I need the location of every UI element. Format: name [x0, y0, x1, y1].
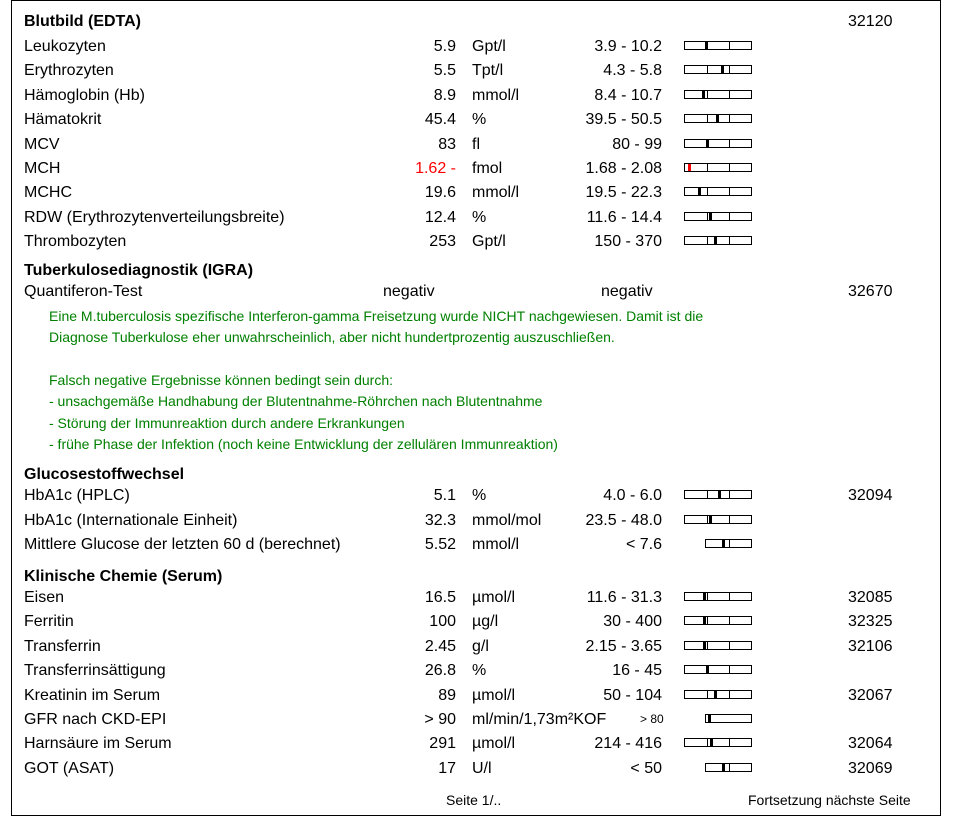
test-name: Quantiferon-Test: [24, 283, 143, 300]
table-row: [0, 230, 953, 253]
value-marker: [709, 213, 712, 220]
row-value: 12.4: [424, 208, 456, 226]
range-divider: [729, 237, 730, 244]
row-ref: 150 - 370: [594, 233, 662, 251]
range-indicator-bar: [684, 41, 752, 50]
row-name: Kreatinin im Serum: [24, 686, 161, 704]
test-code: 32670: [848, 283, 893, 300]
table-row: [0, 59, 953, 82]
section-title-blutbild: Blutbild (EDTA): [24, 13, 142, 30]
range-divider: [729, 540, 730, 547]
row-code: 32094: [848, 487, 893, 504]
table-row: [0, 732, 953, 755]
row-unit: Gpt/l: [472, 38, 506, 55]
row-ref: 30 - 400: [603, 613, 662, 631]
row-unit: %: [472, 208, 487, 226]
range-divider: [729, 666, 730, 673]
table-row: [0, 206, 953, 229]
range-divider: [707, 66, 708, 73]
range-divider: [729, 593, 730, 600]
row-value: 5.52: [424, 536, 456, 553]
row-value: 5.9: [433, 38, 456, 55]
row-name: GFR nach CKD-EPI: [24, 711, 167, 728]
row-name: MCH: [24, 160, 61, 177]
row-unit: %: [472, 111, 487, 129]
table-row: [0, 108, 953, 131]
table-row: [0, 586, 953, 609]
range-divider: [729, 188, 730, 195]
value-marker: [709, 516, 712, 523]
range-divider: [729, 516, 730, 523]
table-row: [0, 757, 953, 780]
row-ref: < 7.6: [625, 536, 662, 553]
row-ref: 4.3 - 5.8: [603, 62, 662, 80]
note-line: - frühe Phase der Infektion (noch keine Entwicklung der zellulären Immunreaktion): [49, 435, 558, 452]
row-name: HbA1c (HPLC): [24, 487, 130, 504]
range-indicator-bar: [684, 236, 752, 245]
value-marker: [708, 715, 711, 722]
value-marker: [702, 91, 705, 98]
range-indicator-bar: [705, 539, 752, 548]
value-marker: [703, 617, 706, 624]
row-name: Transferrin: [24, 637, 101, 655]
row-ref: 4.0 - 6.0: [603, 487, 662, 504]
table-row: [0, 133, 953, 156]
range-divider: [707, 91, 708, 98]
range-indicator-bar: [684, 515, 752, 524]
row-unit: µg/l: [472, 613, 499, 631]
row-name: Thrombozyten: [24, 233, 127, 251]
row-value: 16.5: [424, 589, 456, 606]
row-unit: fl: [472, 135, 480, 153]
range-divider: [707, 491, 708, 498]
row-name: Eisen: [24, 589, 65, 606]
range-divider: [729, 115, 730, 122]
row-ref: 50 - 104: [603, 686, 662, 704]
row-code: 32064: [848, 735, 893, 753]
row-unit: Tpt/l: [472, 62, 504, 80]
note-line: Diagnose Tuberkulose eher unwahrscheinlich, aber nicht hundertprozentig auszuschließen.: [49, 329, 615, 346]
row-ref: 39.5 - 50.5: [585, 111, 662, 129]
row-value: 83: [438, 135, 456, 153]
row-ref: 16 - 45: [612, 662, 662, 680]
value-marker: [703, 642, 706, 649]
value-marker: [698, 188, 701, 195]
row-ref: 8.4 - 10.7: [594, 86, 662, 104]
row-name: Hämatokrit: [24, 111, 102, 129]
row-unit: µmol/l: [472, 735, 515, 753]
row-value: 8.9: [433, 86, 456, 104]
value-marker: [718, 491, 721, 498]
row-value: 17: [438, 759, 456, 777]
range-divider: [729, 42, 730, 49]
row-value: > 90: [424, 711, 456, 728]
row-value: 2.45: [424, 637, 456, 655]
row-ref: < 50: [630, 759, 662, 777]
row-code: 32325: [848, 613, 893, 631]
row-unit: Gpt/l: [472, 233, 506, 251]
row-code: 32085: [848, 589, 893, 606]
row-value: 253: [429, 233, 456, 251]
value-marker: [721, 66, 724, 73]
range-indicator-bar: [684, 65, 752, 74]
range-divider: [707, 516, 708, 523]
row-unit: %: [472, 662, 487, 680]
range-divider: [707, 739, 708, 746]
note-line: Falsch negative Ergebnisse können bedingt sein durch:: [49, 371, 393, 388]
row-value: 32.3: [424, 511, 456, 529]
row-unit: fmol: [472, 160, 503, 177]
row-name: MCV: [24, 135, 60, 153]
row-ref: > 80: [640, 712, 664, 726]
range-indicator-bar: [684, 212, 752, 221]
range-indicator-bar: [684, 665, 752, 674]
row-unit: g/l: [472, 637, 489, 655]
row-value: 89: [438, 686, 456, 704]
row-value: 5.1: [433, 487, 456, 504]
row-name: Harnsäure im Serum: [24, 735, 172, 753]
row-value: 291: [429, 735, 456, 753]
value-marker: [722, 540, 725, 547]
range-divider: [707, 213, 708, 220]
value-marker: [688, 164, 691, 171]
table-row: [0, 484, 953, 507]
range-indicator-bar: [684, 738, 752, 747]
section-title-glucose: Glucosestoffwechsel: [24, 466, 185, 483]
range-divider: [729, 164, 730, 171]
row-value: 100: [429, 613, 456, 631]
row-value: 19.6: [424, 184, 456, 202]
range-divider: [729, 66, 730, 73]
row-ref: 1.68 - 2.08: [585, 160, 662, 177]
range-divider: [729, 491, 730, 498]
range-indicator-bar: [684, 90, 752, 99]
range-indicator-bar: [684, 690, 752, 699]
row-ref: 11.6 - 31.3: [586, 589, 662, 606]
note-line: - unsachgemäße Handhabung der Blutentnahme-Röhrchen nach Blutentnahme: [49, 393, 543, 410]
range-divider: [729, 91, 730, 98]
table-row: [0, 610, 953, 633]
range-divider: [729, 764, 730, 771]
row-unit: mmol/l: [472, 86, 520, 104]
value-marker: [714, 237, 717, 244]
row-unit: mmol/mol: [472, 511, 542, 529]
row-ref: 80 - 99: [612, 135, 662, 153]
row-name: GOT (ASAT): [24, 759, 115, 777]
table-row: [0, 635, 953, 658]
row-name: Leukozyten: [24, 38, 106, 55]
row-name: Mittlere Glucose der letzten 60 d (berechnet): [24, 536, 341, 553]
row-name: RDW (Erythrozytenverteilungsbreite): [24, 208, 285, 226]
row-value: 26.8: [424, 662, 456, 680]
section-title-igra: Tuberkulosediagnostik (IGRA): [24, 262, 254, 279]
value-marker: [705, 42, 708, 49]
note-line: - Störung der Immunreaktion durch andere Erkrankungen: [49, 414, 405, 431]
range-divider: [707, 642, 708, 649]
row-ref: 2.15 - 3.65: [585, 637, 662, 655]
continuation-note: Fortsetzung nächste Seite: [748, 792, 911, 808]
row-code: 32069: [848, 759, 893, 777]
value-marker: [714, 691, 717, 698]
table-row: [0, 157, 953, 180]
range-divider: [729, 739, 730, 746]
row-name: MCHC: [24, 184, 72, 202]
table-row: [0, 708, 953, 731]
table-row: [0, 181, 953, 204]
row-value: 45.4: [424, 111, 456, 129]
range-indicator-bar: [684, 187, 752, 196]
row-code: 32067: [848, 686, 893, 704]
row-name: Ferritin: [24, 613, 74, 631]
range-divider: [707, 593, 708, 600]
range-divider: [729, 213, 730, 220]
value-marker: [716, 115, 719, 122]
page-number: Seite 1/..: [446, 792, 502, 808]
row-value: 5.5: [433, 62, 456, 80]
table-row: [0, 84, 953, 107]
table-row-quantiferon: [0, 280, 953, 303]
table-row: [0, 509, 953, 532]
range-indicator-bar: [705, 714, 752, 723]
value-marker: [703, 593, 706, 600]
row-unit: mmol/l: [472, 536, 520, 553]
row-name: Transferrinsättigung: [24, 662, 166, 680]
row-unit: U/l: [472, 759, 492, 777]
range-divider: [729, 642, 730, 649]
row-name: HbA1c (Internationale Einheit): [24, 511, 238, 529]
range-indicator-bar: [705, 763, 752, 772]
row-ref: 214 - 416: [594, 735, 662, 753]
section-title-chemie: Klinische Chemie (Serum): [24, 568, 223, 585]
value-marker: [706, 140, 709, 147]
range-divider: [707, 188, 708, 195]
row-unit: mmol/l: [472, 184, 520, 202]
row-name: Erythrozyten: [24, 62, 114, 80]
table-row: [0, 684, 953, 707]
row-unit: µmol/l: [472, 589, 515, 606]
row-ref: 3.9 - 10.2: [594, 38, 662, 55]
table-row: [0, 533, 953, 556]
range-indicator-bar: [684, 163, 752, 172]
row-ref: 23.5 - 48.0: [585, 511, 662, 529]
range-indicator-bar: [684, 139, 752, 148]
range-divider: [729, 617, 730, 624]
range-indicator-bar: [684, 114, 752, 123]
range-indicator-bar: [684, 490, 752, 499]
section-code-blutbild: 32120: [848, 13, 893, 30]
value-marker: [710, 739, 713, 746]
range-divider: [729, 140, 730, 147]
range-divider: [707, 691, 708, 698]
value-marker: [706, 666, 709, 673]
test-value: negativ: [383, 283, 435, 300]
table-row: [0, 35, 953, 58]
range-indicator-bar: [684, 641, 752, 650]
row-ref: 11.6 - 14.4: [586, 208, 662, 226]
value-marker: [722, 764, 725, 771]
range-divider: [729, 691, 730, 698]
row-unit: µmol/l: [472, 686, 515, 704]
test-ref: negativ: [601, 283, 653, 300]
range-indicator-bar: [684, 592, 752, 601]
row-unit: ml/min/1,73m²KOF: [472, 711, 607, 728]
range-indicator-bar: [684, 616, 752, 625]
row-name: Hämoglobin (Hb): [24, 86, 145, 104]
row-unit: %: [472, 487, 487, 504]
range-divider: [707, 237, 708, 244]
row-code: 32106: [848, 637, 893, 655]
range-divider: [707, 617, 708, 624]
row-value: 1.62 -: [415, 160, 456, 177]
range-divider: [707, 164, 708, 171]
row-ref: 19.5 - 22.3: [585, 184, 662, 202]
range-divider: [707, 115, 708, 122]
note-line: Eine M.tuberculosis spezifische Interferon-gamma Freisetzung wurde NICHT nachgewiesen. Damit ist die: [49, 308, 704, 324]
table-row: [0, 659, 953, 682]
